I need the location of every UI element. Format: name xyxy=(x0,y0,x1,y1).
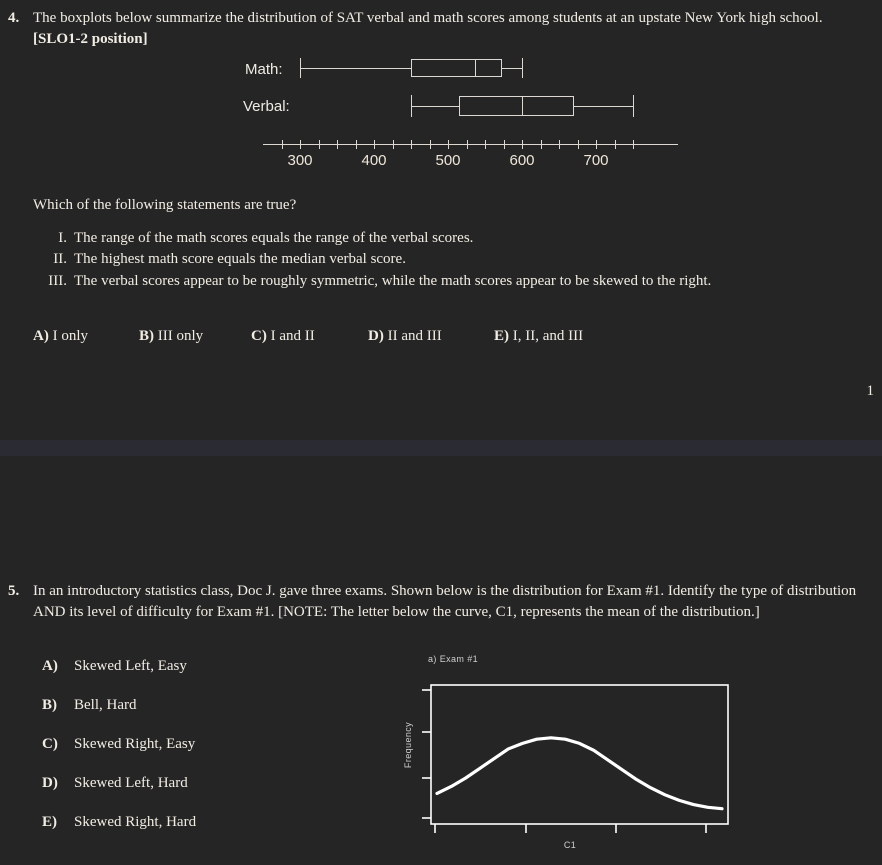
question-5-number: 5. xyxy=(8,583,20,599)
question-5-choice-c[interactable] xyxy=(42,736,372,775)
axis-tick xyxy=(430,140,431,149)
box-iqr xyxy=(459,96,574,116)
question-4-choices xyxy=(33,328,733,345)
axis-tick-label: 700 xyxy=(583,152,609,169)
question-4-choice-e[interactable] xyxy=(494,328,624,345)
question-4-subprompt: Which of the following statements are true? xyxy=(33,197,297,213)
statement-label: III. xyxy=(48,272,67,289)
question-4-tag: [SLO1-2 position] xyxy=(33,31,148,48)
question-4-prompt xyxy=(33,8,871,51)
axis-tick xyxy=(300,140,301,149)
question-5-choice-e[interactable] xyxy=(42,814,372,853)
distribution-chart-ylabel: Frequency xyxy=(403,721,413,769)
whisker-right xyxy=(574,106,633,107)
choice-label: D) xyxy=(368,328,384,344)
distribution-curve xyxy=(437,738,722,809)
choice-label: A) xyxy=(42,658,58,674)
statement-row xyxy=(33,271,833,292)
axis-tick xyxy=(485,140,486,149)
question-4-prompt-text: The boxplots below summarize the distribution of SAT verbal and math scores among students at an upstate New York high school. xyxy=(33,10,823,26)
page-divider xyxy=(0,440,882,456)
axis-tick xyxy=(393,140,394,149)
choice-text: I, II, and III xyxy=(509,328,584,344)
question-4-number: 4. xyxy=(8,10,20,26)
choice-label: C) xyxy=(42,736,58,752)
question-4-statement-list xyxy=(33,228,833,292)
whisker-left xyxy=(300,68,411,69)
axis-tick-label: 300 xyxy=(287,152,313,169)
distribution-chart-title: a) Exam #1 xyxy=(428,654,479,664)
axis-tick-label: 400 xyxy=(361,152,387,169)
axis-tick xyxy=(337,140,338,149)
axis-tick xyxy=(319,140,320,149)
axis-tick-label: 600 xyxy=(509,152,535,169)
whisker-cap-max xyxy=(633,95,634,117)
axis-tick xyxy=(282,140,283,149)
choice-text: Skewed Left, Hard xyxy=(74,775,188,791)
question-5-choice-d[interactable] xyxy=(42,775,372,814)
choice-text: Skewed Left, Easy xyxy=(74,658,187,674)
choice-text: Skewed Right, Hard xyxy=(74,814,197,830)
statement-row xyxy=(33,228,833,249)
statement-row xyxy=(33,249,833,270)
choice-label: A) xyxy=(33,328,49,344)
choice-label: E) xyxy=(42,814,57,830)
choice-text: Bell, Hard xyxy=(74,697,137,713)
box-iqr xyxy=(411,59,502,77)
boxplot-figure xyxy=(0,50,882,175)
median-line xyxy=(475,59,476,77)
question-5-choice-b[interactable] xyxy=(42,697,372,736)
choice-label: C) xyxy=(251,328,267,344)
whisker-left xyxy=(411,106,459,107)
axis-tick xyxy=(633,140,634,149)
statement-text: The verbal scores appear to be roughly symmetric, while the math scores appear to be skewed to the right. xyxy=(74,272,712,289)
distribution-curve-svg xyxy=(390,650,750,865)
statement-label: II. xyxy=(53,251,67,268)
choice-label: D) xyxy=(42,775,58,791)
axis-tick xyxy=(578,140,579,149)
question-5-prompt: In an introductory statistics class, Doc J. gave three exams. Shown below is the distribution for Exam #1. Identify the type of distribution AND its level of difficulty for Exam #1. [NOTE: The letter below the curve, C1, represents the mean of the distribution.] xyxy=(33,583,857,621)
axis-tick xyxy=(448,140,449,149)
axis-tick xyxy=(541,140,542,149)
choice-label: E) xyxy=(494,328,509,344)
distribution-chart-xlabel: C1 xyxy=(563,840,577,850)
axis-tick xyxy=(356,140,357,149)
whisker-cap-min xyxy=(300,58,301,78)
axis-tick xyxy=(615,140,616,149)
choice-text: Skewed Right, Easy xyxy=(74,736,196,752)
boxplot-label-math: Math: xyxy=(245,61,283,78)
choice-text: I only xyxy=(48,328,88,344)
question-4-choice-c[interactable] xyxy=(251,328,368,345)
question-5-choice-a[interactable] xyxy=(42,658,372,697)
axis-tick xyxy=(374,140,375,149)
axis-tick-label: 500 xyxy=(435,152,461,169)
question-4-choice-a[interactable] xyxy=(33,328,139,345)
median-line xyxy=(522,96,523,116)
choice-label: B) xyxy=(139,328,154,344)
whisker-cap-max xyxy=(522,58,523,78)
distribution-chart xyxy=(390,650,750,865)
axis-tick xyxy=(596,140,597,149)
choice-label: B) xyxy=(42,697,57,713)
question-5-choices xyxy=(42,658,372,853)
whisker-cap-min xyxy=(411,95,412,117)
choice-text: III only xyxy=(154,328,204,344)
statement-text: The range of the math scores equals the range of the verbal scores. xyxy=(74,230,474,246)
statement-text: The highest math score equals the median verbal score. xyxy=(74,251,406,268)
question-4-choice-b[interactable] xyxy=(139,328,251,345)
statement-label: I. xyxy=(58,230,67,246)
question-4-choice-d[interactable] xyxy=(368,328,494,345)
axis-tick xyxy=(504,140,505,149)
axis-tick xyxy=(559,140,560,149)
choice-text: I and II xyxy=(266,328,315,344)
whisker-right xyxy=(502,68,522,69)
page-number: 1 xyxy=(866,383,874,399)
boxplot-axis-line xyxy=(263,144,678,145)
axis-tick xyxy=(411,140,412,149)
axis-tick xyxy=(467,140,468,149)
choice-text: II and III xyxy=(383,328,442,344)
boxplot-label-verbal: Verbal: xyxy=(243,98,290,115)
axis-tick xyxy=(522,140,523,149)
